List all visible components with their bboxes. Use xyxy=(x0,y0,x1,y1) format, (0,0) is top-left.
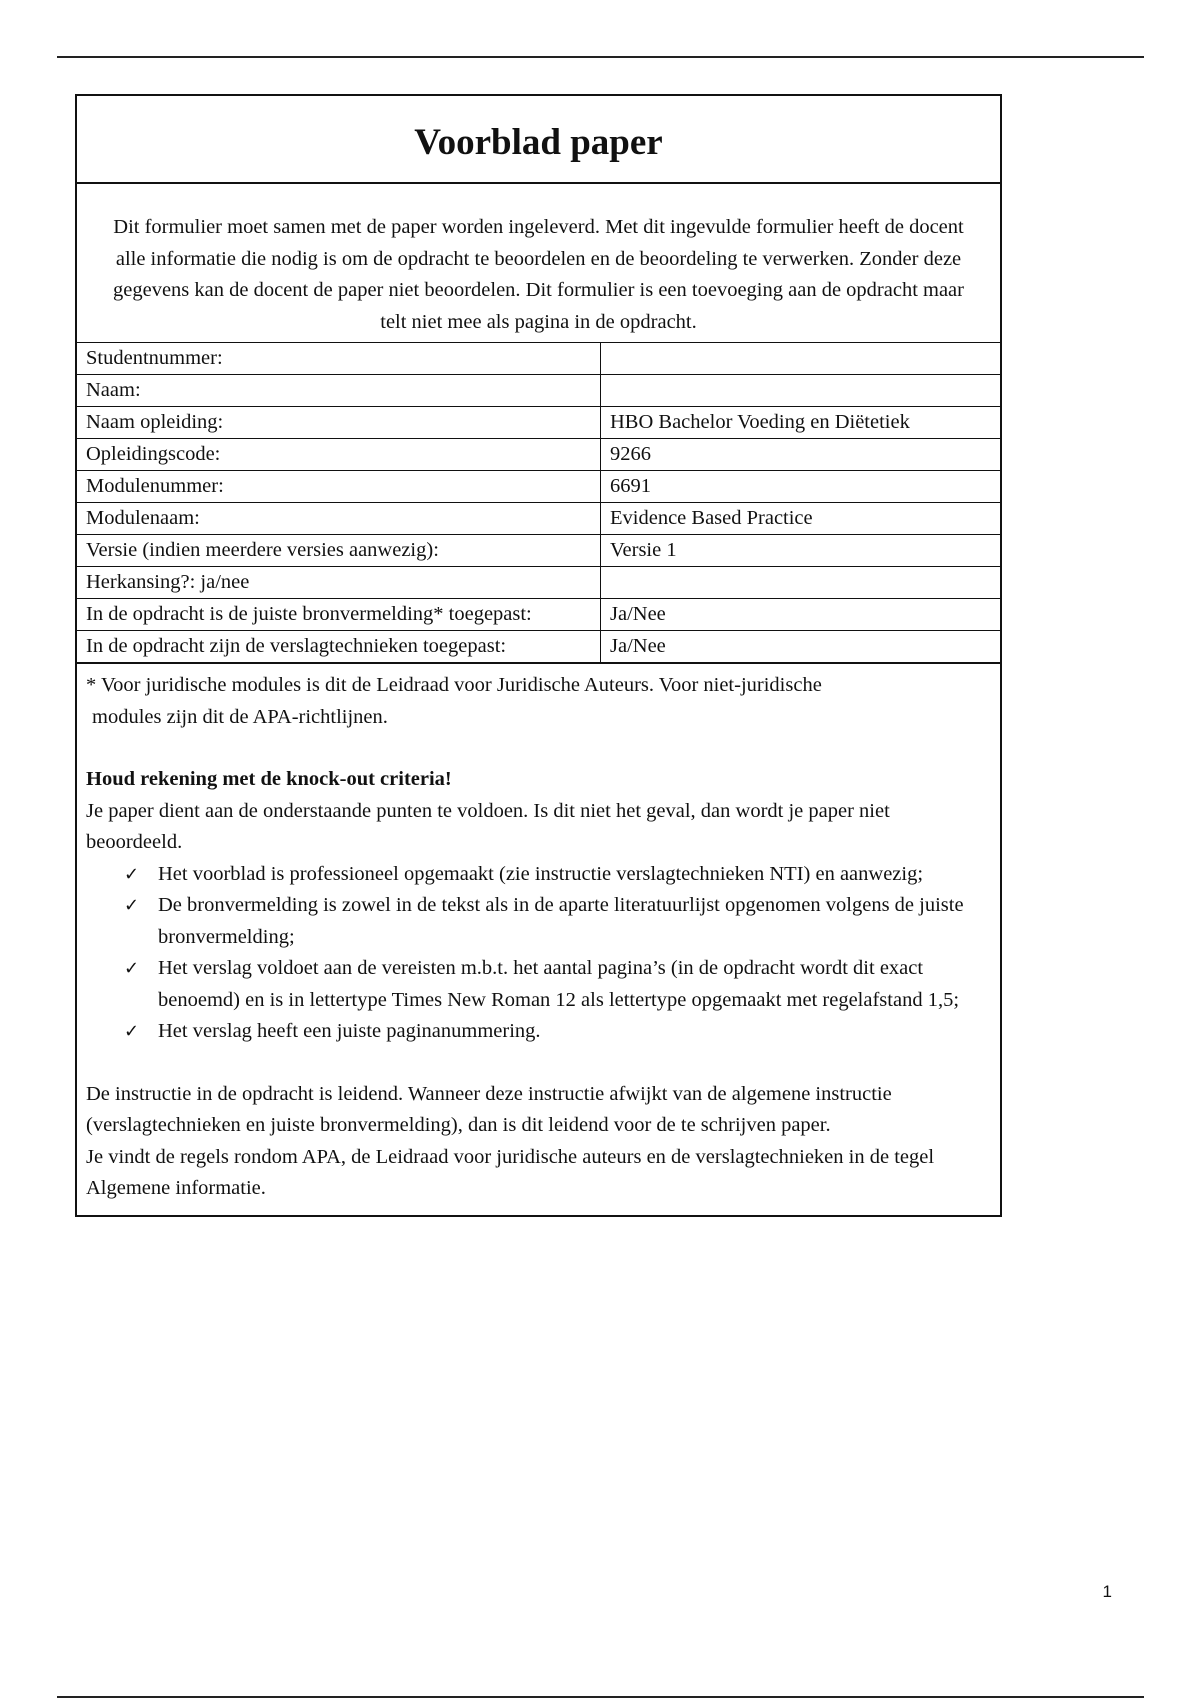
table-row xyxy=(77,471,1000,503)
field-label: In de opdracht zijn de verslagtechnieken toegepast: xyxy=(77,631,601,664)
closing-paragraph-2: Je vindt de regels rondom APA, de Leidraad voor juridische auteurs en de verslagtechnieken in de tegel Algemene informatie. xyxy=(86,1145,935,1199)
spacer xyxy=(86,1048,991,1079)
field-value-studentnummer[interactable] xyxy=(601,343,1001,375)
table-row xyxy=(77,439,1000,471)
checkmark-icon: ✓ xyxy=(124,1021,140,1042)
field-label: Studentnummer: xyxy=(77,343,601,375)
criterion-text: Het verslag voldoet aan de vereisten m.b.t. het aantal pagina’s (in de opdracht wordt dit exact benoemd) en is in lettertype Times New Roman 12 als lettertype opgemaakt met regelafstand 1,5; xyxy=(158,957,960,1011)
criteria-list xyxy=(86,859,991,1048)
criterion-text: Het verslag heeft een juiste paginanummering. xyxy=(158,1020,541,1042)
field-value-herkansing[interactable] xyxy=(601,567,1001,599)
intro-text: Dit formulier moet samen met de paper worden ingeleverd. Met dit ingevulde formulier heeft de docent alle informatie die nodig is om de opdracht te beoordelen en de beoordeling te verwerken. Zonder deze gegevens kan de docent de paper niet beoordelen. Dit formulier is een toevoeging aan de opdracht maar telt niet mee als pagina in de opdracht. xyxy=(113,216,964,333)
field-value-verslagtechnieken[interactable]: Ja/Nee xyxy=(601,631,1001,664)
criterion-text: De bronvermelding is zowel in de tekst als in de aparte literatuurlijst opgenomen volgens de juiste bronvermelding; xyxy=(158,894,964,948)
notes-section xyxy=(77,664,1000,1215)
field-label: Opleidingscode: xyxy=(77,439,601,471)
field-label: Modulenummer: xyxy=(77,471,601,503)
knockout-heading: Houd rekening met de knock-out criteria! xyxy=(86,768,452,790)
field-label: Modulenaam: xyxy=(77,503,601,535)
top-rule xyxy=(57,56,1144,58)
field-value-modulenaam: Evidence Based Practice xyxy=(601,503,1001,535)
table-row xyxy=(77,503,1000,535)
field-label: Naam opleiding: xyxy=(77,407,601,439)
field-label: Versie (indien meerdere versies aanwezig): xyxy=(77,535,601,567)
field-value-naam-opleiding: HBO Bachelor Voeding en Diëtetiek xyxy=(601,407,1001,439)
criterion-text: Het voorblad is professioneel opgemaakt (zie instructie verslagtechnieken NTI) en aanwezig; xyxy=(158,862,924,885)
table-row xyxy=(77,599,1000,631)
footnote-line-1: * Voor juridische modules is dit de Leidraad voor Juridische Auteurs. Voor niet-juridische xyxy=(86,674,822,696)
table-row xyxy=(77,631,1000,664)
knockout-intro: Je paper dient aan de onderstaande punten te voldoen. Is dit niet het geval, dan wordt je paper niet beoordeeld. xyxy=(86,799,890,853)
bottom-rule xyxy=(57,1696,1144,1698)
table-row xyxy=(77,375,1000,407)
checkmark-icon: ✓ xyxy=(124,895,140,916)
field-value-opleidingscode: 9266 xyxy=(601,439,1001,471)
page-number: 1 xyxy=(1102,1582,1112,1601)
closing-paragraph-1: De instructie in de opdracht is leidend. Wanneer deze instructie afwijkt van de algemene instructie (verslagtechnieken en juiste bronvermelding), dan is dit leidend voor de te schrijven paper. xyxy=(86,1082,892,1136)
title-row xyxy=(77,96,1000,184)
field-label: In de opdracht is de juiste bronvermelding* toegepast: xyxy=(77,599,601,631)
list-item xyxy=(124,890,991,953)
fields-table xyxy=(77,342,1000,664)
list-item xyxy=(124,953,991,1016)
list-item xyxy=(124,859,991,891)
footnote-line-2: modules zijn dit de APA-richtlijnen. xyxy=(92,705,388,728)
field-value-versie: Versie 1 xyxy=(601,535,1001,567)
page-title: Voorblad paper xyxy=(414,121,663,163)
table-row xyxy=(77,535,1000,567)
checkmark-icon: ✓ xyxy=(124,958,140,979)
checkmark-icon: ✓ xyxy=(124,863,140,885)
field-value-naam[interactable] xyxy=(601,375,1001,407)
field-label: Naam: xyxy=(77,375,601,407)
field-label: Herkansing?: ja/nee xyxy=(77,567,601,599)
field-value-bronvermelding[interactable]: Ja/Nee xyxy=(601,599,1001,631)
footnote xyxy=(86,670,991,733)
table-row xyxy=(77,567,1000,599)
table-row xyxy=(77,343,1000,375)
field-value-modulenummer: 6691 xyxy=(601,471,1001,503)
table-row xyxy=(77,407,1000,439)
list-item xyxy=(124,1016,991,1048)
cover-form xyxy=(75,94,1002,1217)
